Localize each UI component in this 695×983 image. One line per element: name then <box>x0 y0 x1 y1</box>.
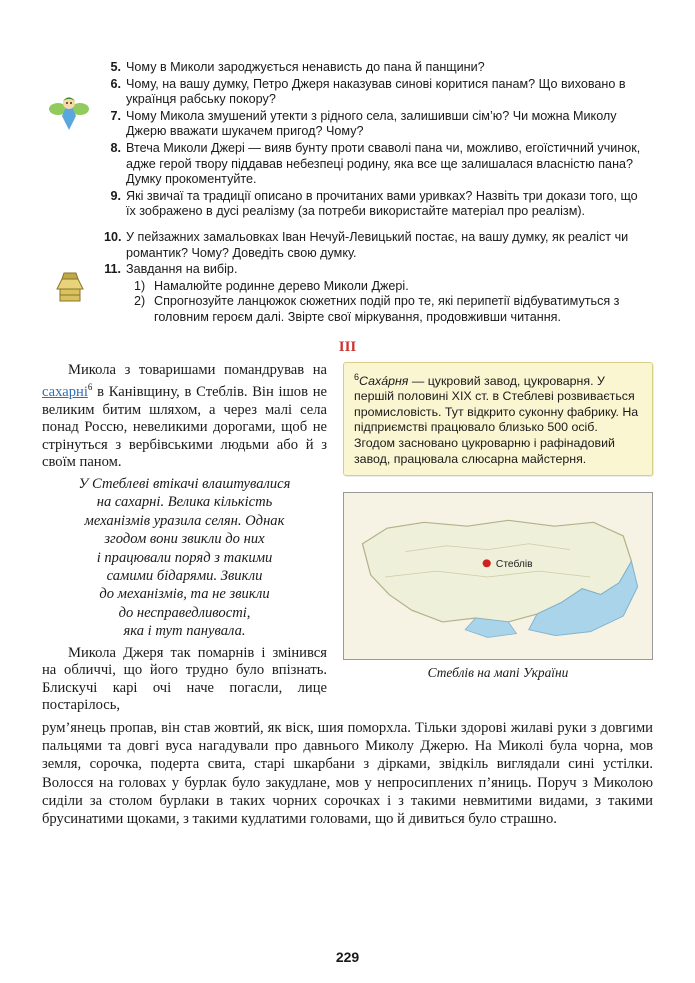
section-numeral: III <box>338 338 357 355</box>
question-item <box>104 109 645 140</box>
fairy-figure-icon <box>48 92 90 134</box>
sub-task-number: 1) <box>134 278 146 293</box>
page-number: 229 <box>335 949 360 965</box>
sub-task-item <box>134 294 645 325</box>
question-text: Які звичаї та традиції описано в прочитаних вами уривках? Назвіть три докази того, що їх зображено в дусі реалізму (за потреби використайте матеріал про реалізм). <box>126 188 638 219</box>
questions-list <box>104 60 645 326</box>
question-text: Чому Микола змушений утекти з рідного села, залишивши сім’ю? Чи можна Миколу Джерю вважати шукачем пригод? Чому? <box>126 108 617 139</box>
question-number: 7. <box>110 108 121 123</box>
ukraine-map-svg <box>344 493 652 659</box>
quote-line: механізмів уразила селян. Однак <box>84 512 285 529</box>
question-item <box>104 262 645 278</box>
map-caption: Стеблів на мапі України <box>427 665 569 681</box>
map-image <box>343 492 653 660</box>
map-figure <box>343 492 653 681</box>
two-column-area <box>42 362 653 717</box>
sub-task-item <box>134 279 645 295</box>
quoted-passage <box>42 475 327 641</box>
question-number: 9. <box>110 188 121 203</box>
question-number: 5. <box>110 60 121 74</box>
question-number: 8. <box>110 140 121 155</box>
sub-task-list <box>134 279 645 326</box>
note-text: — цукровий завод, цукроварня. У першій половині XIX ст. в Стеблеві розвивається промисловість. Тут відкрито суконну фабрику. На підприємстві працювало близько 500 осіб. Згодом засновано цукроварню і рафінадовий завод, працювала слюсарна майстерня. <box>354 373 639 466</box>
question-text: Втеча Миколи Джері — вияв бунту проти сваволі пана чи, можливо, егоїстичний учинок, адже герой твору піддавав небезпеці родину, яка все ще залишалася власністю пана? Думку прокоментуйте. <box>126 140 641 187</box>
note-term: Сахáрня <box>359 373 409 388</box>
quote-line: і працювали поряд з такими <box>96 549 273 566</box>
footnote-marker: 6 <box>87 382 93 393</box>
question-text: Завдання на вибір. <box>126 262 238 277</box>
sub-task-text: Намалюйте родинне дерево Миколи Джері. <box>154 278 409 293</box>
footnote-note-box <box>343 362 653 477</box>
paragraph-first-part-b: в Канівщину, в Стеблів. Він ішов не великим битим шляхом, а через малі села понад Россю, невеликими дорогами, щоб не стрінуться з вербівськими людьми або й з своїм паном. <box>42 383 327 471</box>
paragraph-second-start: Микола Джеря так помарнів і змінився на обличчі, що його трудно було впізнать. Блискучі карі очі наче погасли, лице постарілось, <box>42 644 327 714</box>
question-item <box>104 60 645 76</box>
note-marker: 6 <box>354 371 360 382</box>
quote-line: яка і тут панувала. <box>123 623 246 640</box>
paragraph-first-part-a: Микола з товаришами помандрував на <box>68 361 327 378</box>
sub-task-text: Спрогнозуйте ланцюжок сюжетних подій про те, які перипетії відбуватимуться з головним героєм далі. Звірте свої міркування, продовживши читання. <box>154 294 620 324</box>
quote-line: У Стеблеві втікачі влаштувалися <box>78 475 291 492</box>
quote-line: на сахарні. Велика кількість <box>96 494 273 511</box>
question-text: Чому, на вашу думку, Петро Джеря наказував синові коритися панам? Що виховано в українця рабську покору? <box>126 76 626 107</box>
question-item <box>104 77 645 108</box>
full-width-paragraph <box>42 719 653 828</box>
sakharni-footnote-link[interactable]: сахарні <box>42 383 88 400</box>
map-city-label: Стеблів <box>495 559 533 571</box>
quote-line: до несправедливості, <box>118 604 251 621</box>
quote-line: згодом вони звикли до них <box>104 531 265 548</box>
question-item <box>104 189 645 220</box>
question-number: 6. <box>110 76 121 91</box>
question-item <box>104 141 645 188</box>
paragraph-second-continued: рум’янець пропав, він став жовтий, як віск, шия поморхла. Тільки здорові жилаві руки з довгими пальцями та довгі вуса нагадували про давнього Миколу Джерю. На Миколі була чорна, мов земля, сорочка, подерта свита, старі шкарбани з дірками, звідкіль виглядали сині устілки. Волосся на головах у бурлак було закудлане, мов у непросиплених п’яниць. Поруч з Миколою сиділи за столом бурлаки в таких чорних сорочках і з такими невмитими видами, з такими брусинатими щоками, з такими кудлатими головами, що й дивиться було страшно. <box>42 719 653 827</box>
quote-line: самими бідарями. Звикли <box>106 567 263 584</box>
question-item <box>104 230 645 261</box>
right-sidebar-column <box>343 362 653 717</box>
question-number: 10. <box>104 229 122 244</box>
left-text-column <box>42 362 327 717</box>
oil-lamp-icon <box>50 267 90 307</box>
question-number: 11. <box>104 262 121 277</box>
question-text: У пейзажних замальовках Іван Нечуй-Левицький постає, на вашу думку, як реаліст чи романтик? Чому? Доведіть свою думку. <box>126 229 629 260</box>
paragraph-first <box>42 362 327 472</box>
sub-task-number: 2) <box>134 294 146 309</box>
quote-line: до механізмів, та не звикли <box>99 586 270 603</box>
question-text: Чому в Миколи зароджується ненависть до пана й панщини? <box>126 60 485 74</box>
map-city-marker <box>483 560 491 568</box>
